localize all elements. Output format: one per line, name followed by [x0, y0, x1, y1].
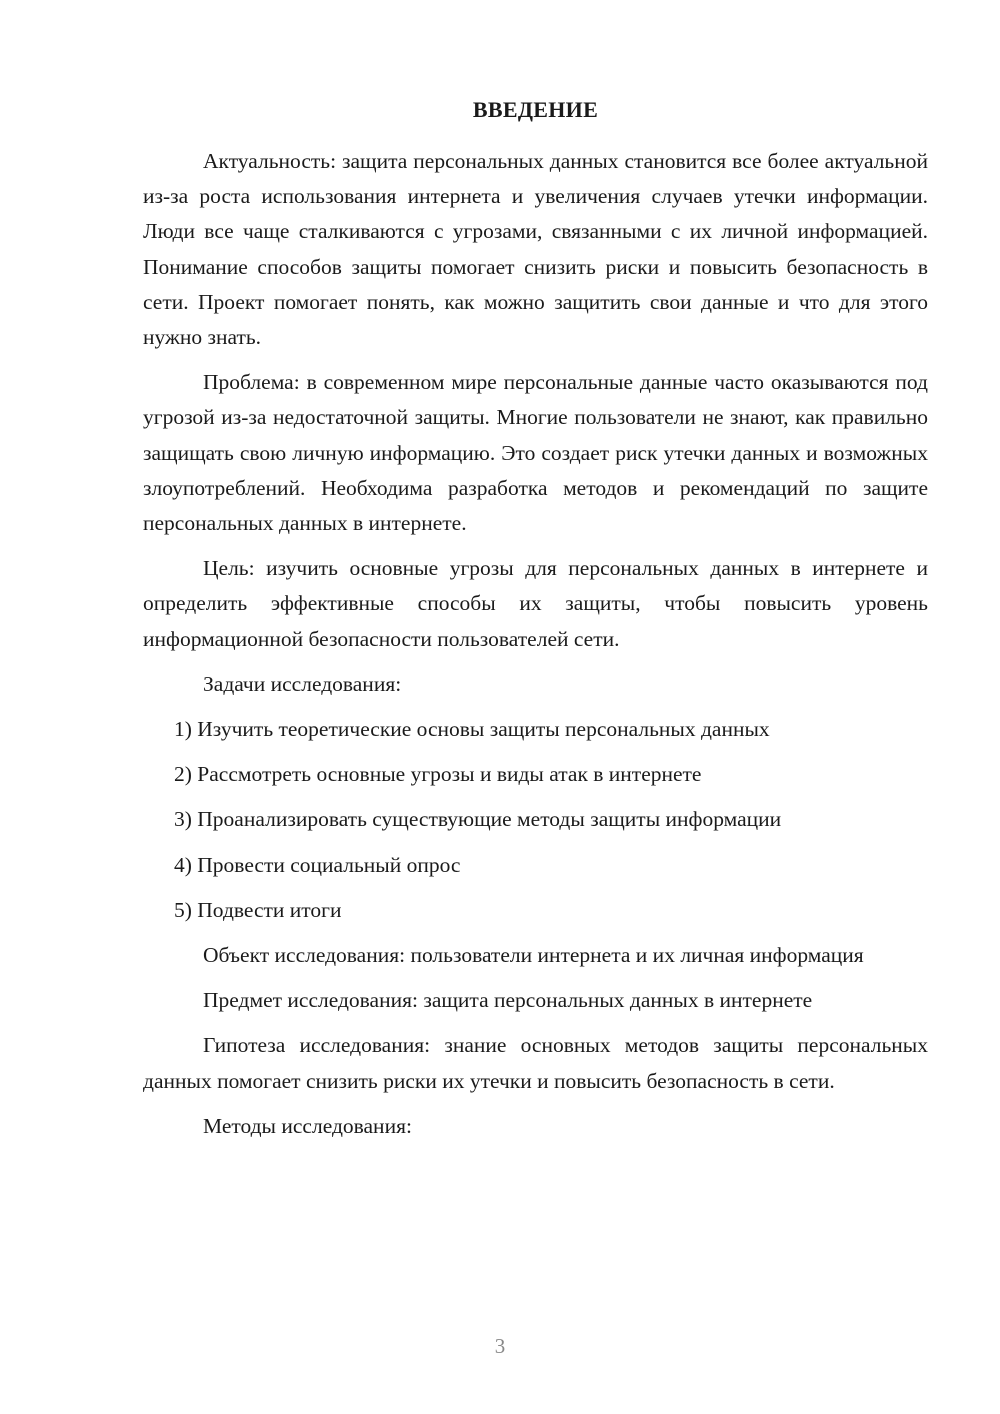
methods-title: Методы исследования:: [203, 1113, 412, 1138]
problem-paragraph: Проблема: в современном мире персональные данные часто оказываются под угрозой из-за недостаточной защиты. Многие пользователи не знают, как правильно защищать свою личную информацию. Это создает риск утечки данных и возможных злоупотреблений. Необходима разработка методов и рекомендаций по защите персональных данных в интернете.: [143, 370, 928, 536]
list-item: 5) Подвести итоги: [174, 897, 342, 922]
goal-paragraph: Цель: изучить основные угрозы для персональных данных в интернете и определить эффективные способы их защиты, чтобы повысить уровень информационной безопасности пользователей сети.: [143, 556, 928, 651]
object-paragraph: Объект исследования: пользователи интернета и их личная информация: [203, 943, 864, 968]
page-title: ВВЕДЕНИЕ: [472, 97, 599, 122]
list-item: 4) Провести социальный опрос: [174, 852, 461, 877]
subject-paragraph: Предмет исследования: защита персональных данных в интернете: [203, 988, 813, 1013]
relevance-paragraph: Актуальность: защита персональных данных становится все более актуальной из-за роста использования интернета и увеличения случаев утечки информации. Люди все чаще сталкиваются с угрозами, связанными с их личной информацией. Понимание способов защиты помогает снизить риски и повысить безопасность в сети. Проект помогает понять, как можно защитить свои данные и что для этого нужно знать.: [143, 149, 928, 350]
document-page: [143, 94, 928, 1154]
list-item: 1) Изучить теоретические основы защиты персональных данных: [174, 717, 770, 742]
list-item: 2) Рассмотреть основные угрозы и виды атак в интернете: [174, 762, 702, 787]
list-item: 3) Проанализировать существующие методы защиты информации: [174, 807, 782, 832]
page-number: 3: [494, 1334, 506, 1358]
tasks-list: [143, 712, 928, 928]
hypothesis-paragraph: Гипотеза исследования: знание основных методов защиты персональных данных помогает снизить риски их утечки и повысить безопасность в сети.: [143, 1033, 928, 1093]
tasks-title: Задачи исследования:: [203, 671, 402, 696]
